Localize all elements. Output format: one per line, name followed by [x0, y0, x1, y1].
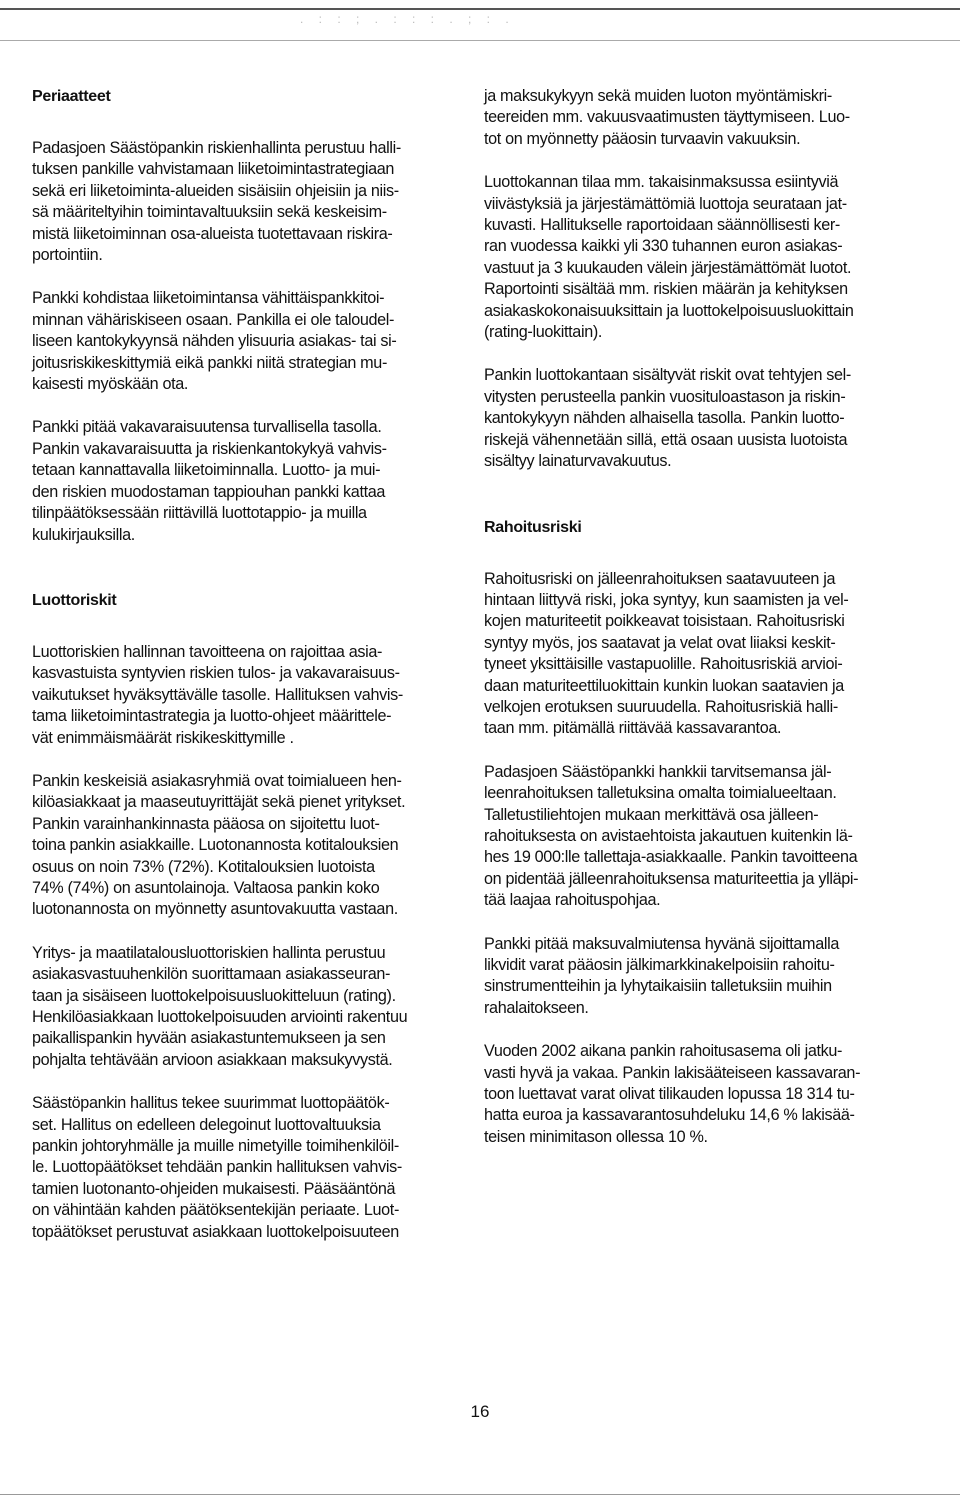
paragraph: Padasjoen Säästöpankin riskienhallinta perustuu halli- tuksen pankille vahvistamaan liiketoimintastrategiaan sekä eri liiketoiminta-alueiden sisäisiin ohjeisiin ja niis- sä määriteltyihin toimintavaltuuksiin sekä keskeisim- mistä liiketoiminnan osa-alueista tuotettavaan riskira- portointiin.	[32, 139, 401, 265]
header-scan-artifact: . : : ; . : : : . ; : .	[300, 12, 515, 26]
paragraph: Yritys- ja maatilatalousluottoriskien hallinta perustuu asiakasvastuuhenkilön suorittamaan asiakasseuran- taan ja sisäiseen luottokelpoisuusluokitteluun (rating). Henkilöasiakkaan luottokelpoisuuden arviointi rakentuu paikallispankin hyvään asiakastuntemukseen ja sen pohjalta tehtävään arvioon asiakkaan maksukyvystä.	[32, 943, 408, 1069]
paragraph: Pankki kohdistaa liiketoimintansa vähittäispankkitoi- minnan vähäriskiseen osaan. Pankilla ei ole taloudel- liseen kantokykyynsä nähden ylisuuria asiakas- tai si- joitusriskikeskittymiä eikä pankki niitä strategian mu- kaisesti myöskään ota.	[32, 289, 397, 394]
paragraph: Padasjoen Säästöpankki hankkii tarvitsemansa jäl- leenrahoituksen talletuksina omalta toimialueeltaan. Talletustiliehtojen mukaan merkittävä osa jälleen- rahoituksesta on avistaehtoista jakautuen kuitenkin lä- hes 19 000:lle tallettaja-asiakkaalle. Pankin tavoitteena on pidentää jälleenrahoituksensa maturiteettia ja ylläpi- tää laajaa rahoituspohjaa.	[484, 762, 859, 910]
paragraph: Pankki pitää maksuvalmiutensa hyvänä sijoittamalla likvidit varat pääosin jälkimarkkinakelpoisiin rahoitu- sinstrumentteihin ja lyhytaikaisiin talletuksiin muihin rahalaitokseen.	[484, 934, 839, 1017]
paragraph: Luottoriskien hallinnan tavoitteena on rajoittaa asia- kasvastuista syntyvien riskien tulos- ja vakavaraisuus- vaikutukset hyväksyttävälle tasolle. Hallituksen vahvis- tama liiketoimintastrategia ja luotto-ohjeet määrittele- vät enimmäismäärät riskikeskittymille .	[32, 642, 403, 747]
paragraph: Vuoden 2002 aikana pankin rahoitusasema oli jatku- vasti hyvä ja vakaa. Pankin lakisääteiseen kassavaran- toon luettavat varat olivat tilikauden lopussa 18 314 tu- hatta euroa ja kassavarantosuhdeluku 14,6 % lakisää- teisen minimitason ollessa 10 %.	[484, 1042, 861, 1146]
paragraph: Rahoitusriski on jälleenrahoituksen saatavuuteen ja hintaan liittyvä riski, joka syntyy, kun saamisten ja vel- kojen maturiteetit poikkeavat toisistaan. Rahoitusriski syntyy myös, jos saatavat ja velat ovat liiaksi keskit- tyneet yksittäisille vastapuolille. Rahoitusriskiä arvioi- daan maturiteettiluokittain kunkin luokan saatavien ja velkojen erotuksen suuruudella. Rahoitusriskiä halli- taan mm. pitämällä riittävää kassavarantoa.	[484, 569, 849, 738]
section-heading-principles: Periaatteet	[32, 88, 111, 105]
page-number: 16	[470, 1402, 490, 1421]
paragraph: Pankin keskeisiä asiakasryhmiä ovat toimialueen hen- kilöasiakkaat ja maaseutuyrittäjät sekä pienet yritykset. Pankin varainhankinnasta pääosa on sijoitettu luot- toina pankin asiakkaille. Luotonannosta kotitalouksien osuus on noin 73% (72%). Kotitalouksien luotoista 74% (74%) on asuntolainoja. Valtaosa pankin koko luotonannosta on myönnetty asuntovakuutta vastaan.	[32, 771, 406, 919]
right-column	[484, 86, 896, 1148]
left-column	[32, 86, 444, 1243]
section-heading-credit-risks: Luottoriskit	[32, 591, 117, 609]
paragraph: Pankki pitää vakavaraisuutensa turvallisella tasolla. Pankin vakavaraisuutta ja riskienkantokykyä vahvis- tetaan kannattavalla liiketoiminnalla. Luotto- ja mui- den riskien muodostaman tappiouhan pankki kattaa tilinpäätöksessään riittävillä luottotappio- ja muilla kulukirjauksilla.	[32, 418, 387, 544]
paragraph: Pankin luottokantaan sisältyvät riskit ovat tehtyjen sel- vitysten perusteella pankin vuosituloastason ja riskin- kantokykyyn nähden alhaisella tasolla. Pankin luotto- riskejä vähennetään sillä, että osaan uusista luotoista sisältyy lainaturvavakuutus.	[484, 366, 851, 471]
header-rule-secondary	[0, 40, 960, 41]
footer-rule	[0, 1494, 960, 1495]
paragraph: Säästöpankin hallitus tekee suurimmat luottopäätök- set. Hallitus on edelleen delegoinut luottovaltuuksia pankin johtoryhmälle ja muille nimetyille toimihenkilöil- le. Luottopäätökset tehdään pankin hallituksen vahvis- tamien luotonanto-ohjeiden mukaisesti. Pääsääntönä on vähintään kahden päätöksentekijän periaate. Luot- topäätökset perustuvat asiakkaan luottokelpoisuuteen	[32, 1094, 402, 1241]
header-rule	[0, 8, 960, 10]
paragraph: ja maksukykyyn sekä muiden luoton myöntämiskri- teereiden mm. vakuusvaatimusten täyttymiseen. Luo- tot on myönnetty pääosin turvaavin vakuuksin.	[484, 87, 850, 148]
paragraph: Luottokannan tilaa mm. takaisinmaksussa esiintyviä viivästyksiä ja järjestämättömiä luottoja seurataan jat- kuvasti. Hallitukselle raportoidaan säännöllisesti ker- ran vuodessa kaikki yli 330 tuhannen euron asiakas- vastuut ja 3 kuukauden välein järjestämättömät luotot. Raportointi sisältää mm. riskien määrän ja kehityksen asiakaskokonaisuuksittain ja luottokelpoisuusluokittain (rating-luokittain).	[484, 173, 854, 342]
section-heading-funding-risk: Rahoitusriski	[484, 518, 582, 536]
